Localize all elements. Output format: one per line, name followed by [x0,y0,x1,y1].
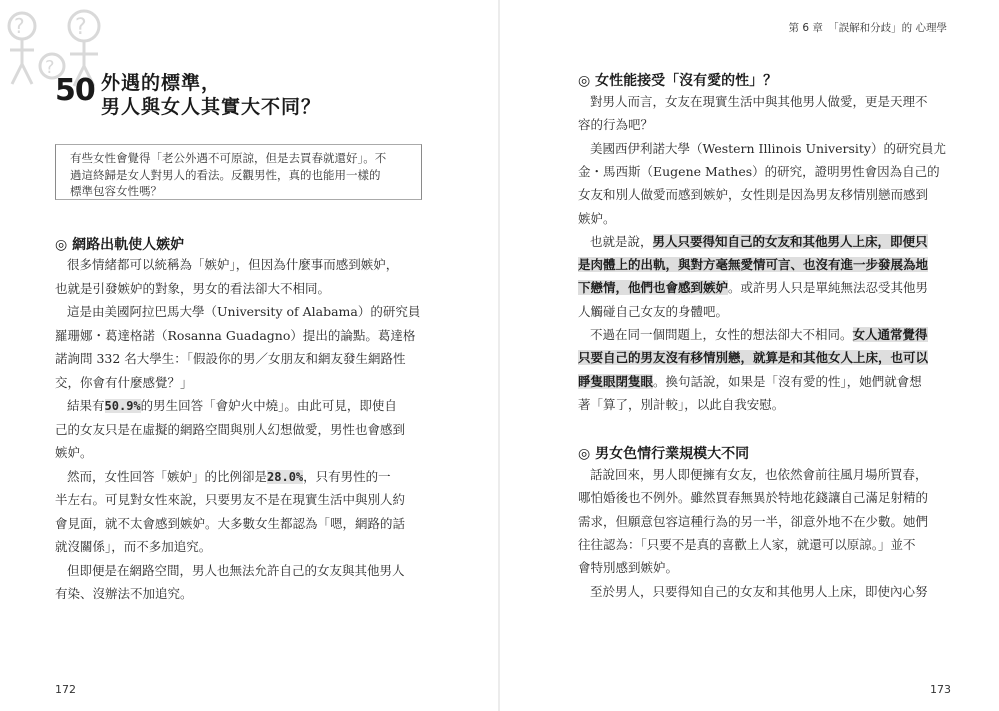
highlighted-text: 男人只要得知自己的女友和其他男人上床，即便只 [652,233,928,249]
text-line: 羅珊娜・葛達格諾（Rosanna Guadagno）提出的論點。葛達格 [55,327,416,343]
text-line: 交，你會有什麼感覺？」 [55,374,193,390]
text-segment: 也就是說， [590,233,653,249]
section-heading: ◎ 網路出軌使人嫉妒 [55,237,185,253]
text-line: 女友和別人做愛而感到嫉妒，女性則是因為男友移情別戀而感到 [578,187,929,203]
text-segment: 。換句話說，如果是「沒有愛的性」，她們就會想 [653,373,922,389]
section-heading: ◎ 女性能接受「沒有愛的性」？ [578,73,778,89]
text-line [578,256,928,274]
text-line: 會特別感到嫉妒。 [578,560,679,576]
page-title-line-2: 男人與女人其實大不同？ [101,96,322,118]
text-line: 嫉妒。 [578,210,616,226]
highlighted-text: 睜隻眼閉隻眼 [578,373,654,389]
page-number: 173 [930,683,951,696]
text-line: 己的女友只是在虛擬的網路空間與別人幻想做愛，男性也會感到 [55,421,406,437]
text-line [578,279,928,297]
highlighted-text: 女人通常覺得 [852,327,928,342]
text-line: 半左右。可見對女性來說，只要男友不是在現實生活中與別人約 [55,492,406,507]
highlighted-text: 下戀情，他們也會感到嫉妒 [578,280,729,296]
svg-text:?: ? [75,15,87,40]
text-line [67,397,397,415]
svg-text:?: ? [45,57,55,78]
page-title-line-1: 外遇的標準， [101,72,222,94]
text-segment: 。或許男人只是單純無法忍受其他男 [728,280,929,296]
text-line: 話說回來，男人即便擁有女友，也依然會前往風月場所買春， [590,467,928,482]
text-line: 金・馬西斯（Eugene Mathes）的研究，證明男性會因為自己的 [578,163,940,179]
left-page [0,0,499,711]
text-line: 很多情緒都可以統稱為「嫉妒」，但因為什麼事而感到嫉妒， [67,257,399,272]
text-segment: 結果有 [67,398,105,413]
text-line: 這是由美國阿拉巴馬大學（University of Alabama）的研究員 [67,304,421,319]
text-line: 但即便是在網路空間，男人也無法允許自己的女友與其他男人 [67,562,405,578]
highlighted-text: 只要自己的男友沒有移情別戀，就算是和其他女人上床，也可以 [578,350,929,366]
text-line: 容的行為吧？ [578,117,654,133]
text-line: 至於男人，只要得知自己的女友和其他男人上床，即使內心努 [590,583,928,599]
text-segment: 不過在同一個問題上，女性的想法卻大不相同。 [590,327,853,342]
statistic-highlight: 50.9% [104,399,141,413]
text-line: 對男人而言，女友在現實生活中與其他男人做愛，更是天理不 [590,94,928,109]
text-segment: 然而，女性回答「嫉妒」的比例卻是 [67,468,268,484]
text-line [590,326,928,344]
statistic-highlight: 28.0% [267,469,304,484]
page-number: 172 [55,683,76,696]
text-line [590,233,928,251]
svg-text:?: ? [14,14,25,38]
running-header: 第 6 章 「誤解和分歧」的 心理學 [788,22,947,34]
text-line: 往往認為：「只要不是真的喜歡上人家，就還可以原諒。」並不 [578,536,916,552]
text-line: 著「算了，別計較」，以此自我安慰。 [578,396,785,412]
text-segment: 的男生回答「會妒火中燒」。由此可見，即使自 [140,398,397,413]
text-line: 也就是引發嫉妒的對象，男女的看法卻大不相同。 [55,280,331,296]
text-line: 諾詢問 332 名大學生：「假設你的男／女朋友和網友發生網路性 [55,351,406,366]
text-line: 需求，但願意包容這種行為的另一半，卻意外地不在少數。她們 [578,513,929,529]
section-heading: ◎ 男女色情行業規模大不同 [578,446,750,462]
text-line [578,373,922,391]
text-line [67,468,391,486]
text-line: 會見面，就不太會感到嫉妒。大多數女生都認為「嗯，網路的話 [55,515,406,531]
text-line: 就沒關係」，而不多加追究。 [55,539,212,554]
text-line: 嫉妒。 [55,445,93,460]
text-line: 美國西伊利諾大學（Western Illinois University）的研究員尤 [590,140,946,156]
text-line: 哪怕婚後也不例外。雖然買春無異於特地花錢讓自己滿足射精的 [578,490,929,506]
text-line: 人觸碰自己女友的身體吧。 [578,303,729,319]
intro-box [55,144,422,200]
text-line: 有染、沒辦法不加追究。 [55,586,193,601]
text-segment: ，只有男性的一 [303,468,391,484]
intro-line: 有些女性會覺得「老公外遇不可原諒，但是去買春就還好」。不 [70,151,387,165]
right-page [500,0,999,711]
intro-line: 標準包容女性嗎？ [70,184,162,198]
highlighted-text: 是肉體上的出軌，與對方毫無愛情可言、也沒有進一步發展為地 [578,257,929,273]
intro-line: 過這終歸是女人對男人的看法。反觀男性，真的也能用一樣的 [70,168,381,182]
text-line [578,349,928,367]
chapter-number: 50 [55,73,95,108]
